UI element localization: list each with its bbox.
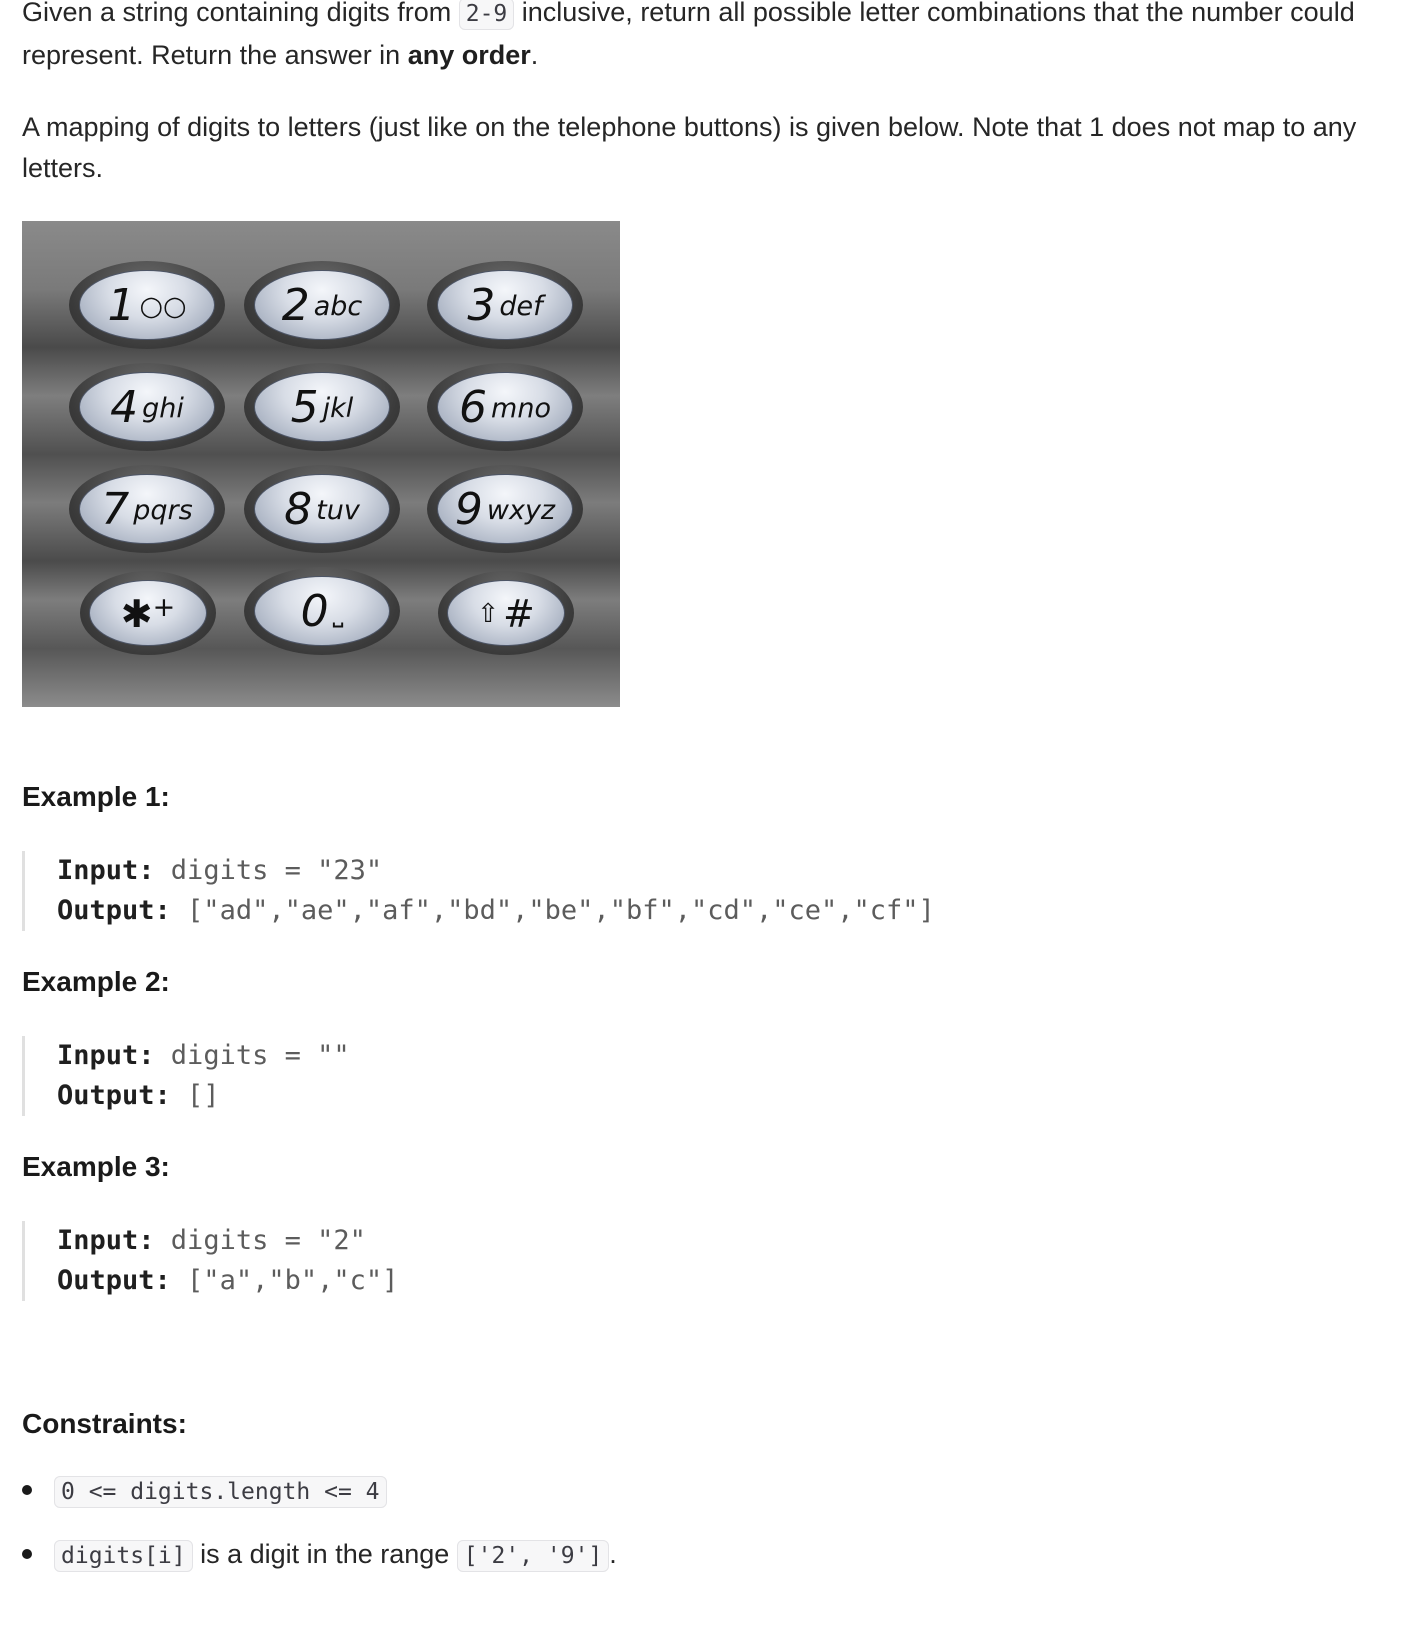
example-1-output-value: ["ad","ae","af","bd","be","bf","cd","ce","cf"] bbox=[170, 895, 935, 926]
constraint-2-code: digits[i] bbox=[54, 1540, 193, 1572]
star-icon: ✱ bbox=[120, 592, 153, 636]
example-2-title: Example 2: bbox=[22, 966, 170, 997]
output-label: Output: bbox=[57, 895, 171, 926]
key-8-digit: 8 bbox=[284, 484, 313, 535]
key-0-digit: 0 bbox=[300, 586, 329, 637]
key-3-letters: def bbox=[499, 290, 543, 322]
shift-arrow-icon: ⇧ bbox=[477, 599, 499, 629]
constraint-2-range-code: ['2', '9'] bbox=[457, 1540, 609, 1572]
constraint-item bbox=[22, 1470, 1322, 1510]
example-1-input bbox=[57, 851, 1022, 891]
example-1-block bbox=[22, 851, 1022, 931]
key-4 bbox=[69, 363, 225, 451]
key-6-letters: mno bbox=[491, 392, 551, 424]
constraint-2-text: is a digit in the range bbox=[192, 1539, 457, 1569]
key-2 bbox=[244, 261, 400, 349]
key-7 bbox=[69, 465, 225, 553]
any-order-bold: any order bbox=[407, 40, 531, 70]
key-3 bbox=[427, 261, 583, 349]
voicemail-icon: ○○ bbox=[139, 290, 187, 322]
intro-text-middle: inclusive, return all possible letter combinations that the number could represent. Return the answer in bbox=[22, 0, 1355, 70]
key-7-letters: pqrs bbox=[133, 494, 193, 526]
bullet-icon bbox=[22, 1549, 32, 1559]
key-5-digit: 5 bbox=[290, 382, 319, 433]
key-6 bbox=[427, 363, 583, 451]
key-1-digit: 1 bbox=[107, 280, 136, 331]
key-9-letters: wxyz bbox=[486, 494, 556, 526]
example-2-output-value: [] bbox=[170, 1080, 220, 1111]
key-9 bbox=[427, 465, 583, 553]
telephone-keypad-image bbox=[22, 221, 620, 707]
key-4-letters: ghi bbox=[142, 392, 184, 424]
example-1-output bbox=[57, 891, 1022, 931]
input-label: Input: bbox=[57, 1225, 155, 1256]
key-4-digit: 4 bbox=[110, 382, 139, 433]
bullet-icon bbox=[22, 1485, 32, 1495]
example-3-output bbox=[57, 1261, 1022, 1301]
key-1 bbox=[69, 261, 225, 349]
mapping-paragraph: A mapping of digits to letters (just like on the telephone buttons) is given below. Note that 1 does not map to any letters. bbox=[22, 112, 1357, 183]
example-3-block bbox=[22, 1221, 1022, 1301]
example-1-input-value: digits = "23" bbox=[154, 855, 383, 886]
example-2-block bbox=[22, 1036, 1022, 1116]
output-label: Output: bbox=[57, 1080, 171, 1111]
output-label: Output: bbox=[57, 1265, 171, 1296]
example-2-input bbox=[57, 1036, 1022, 1076]
key-3-digit: 3 bbox=[467, 280, 496, 331]
space-icon: ⎵ bbox=[332, 596, 344, 628]
example-1-title: Example 1: bbox=[22, 781, 170, 812]
digit-range-code: 2-9 bbox=[459, 0, 515, 30]
example-2-output bbox=[57, 1076, 1022, 1116]
example-3-input-value: digits = "2" bbox=[154, 1225, 366, 1256]
constraint-2-end: . bbox=[609, 1539, 617, 1569]
key-2-letters: abc bbox=[313, 290, 363, 322]
intro-text-end: . bbox=[530, 40, 539, 70]
plus-icon: + bbox=[152, 591, 176, 623]
example-3-input bbox=[57, 1221, 1022, 1261]
key-6-digit: 6 bbox=[459, 382, 488, 433]
key-2-digit: 2 bbox=[281, 280, 310, 331]
key-hash bbox=[438, 571, 574, 655]
intro-paragraph bbox=[22, 0, 1394, 76]
key-8-letters: tuv bbox=[316, 494, 360, 526]
example-3-output-value: ["a","b","c"] bbox=[170, 1265, 399, 1296]
key-5-letters: jkl bbox=[322, 392, 354, 424]
intro-text-start: Given a string containing digits from bbox=[22, 0, 459, 27]
constraint-1-code: 0 <= digits.length <= 4 bbox=[54, 1476, 387, 1508]
input-label: Input: bbox=[57, 855, 155, 886]
constraints-title: Constraints: bbox=[22, 1408, 187, 1439]
input-label: Input: bbox=[57, 1040, 155, 1071]
key-8 bbox=[244, 465, 400, 553]
constraints-list bbox=[22, 1470, 1322, 1574]
key-star bbox=[80, 571, 216, 655]
example-3-title: Example 3: bbox=[22, 1151, 170, 1182]
key-0 bbox=[244, 567, 400, 655]
hash-icon: # bbox=[502, 592, 535, 636]
example-2-input-value: digits = "" bbox=[154, 1040, 350, 1071]
key-9-digit: 9 bbox=[454, 484, 483, 535]
key-5 bbox=[244, 363, 400, 451]
key-7-digit: 7 bbox=[101, 484, 130, 535]
constraint-item bbox=[22, 1534, 1322, 1574]
